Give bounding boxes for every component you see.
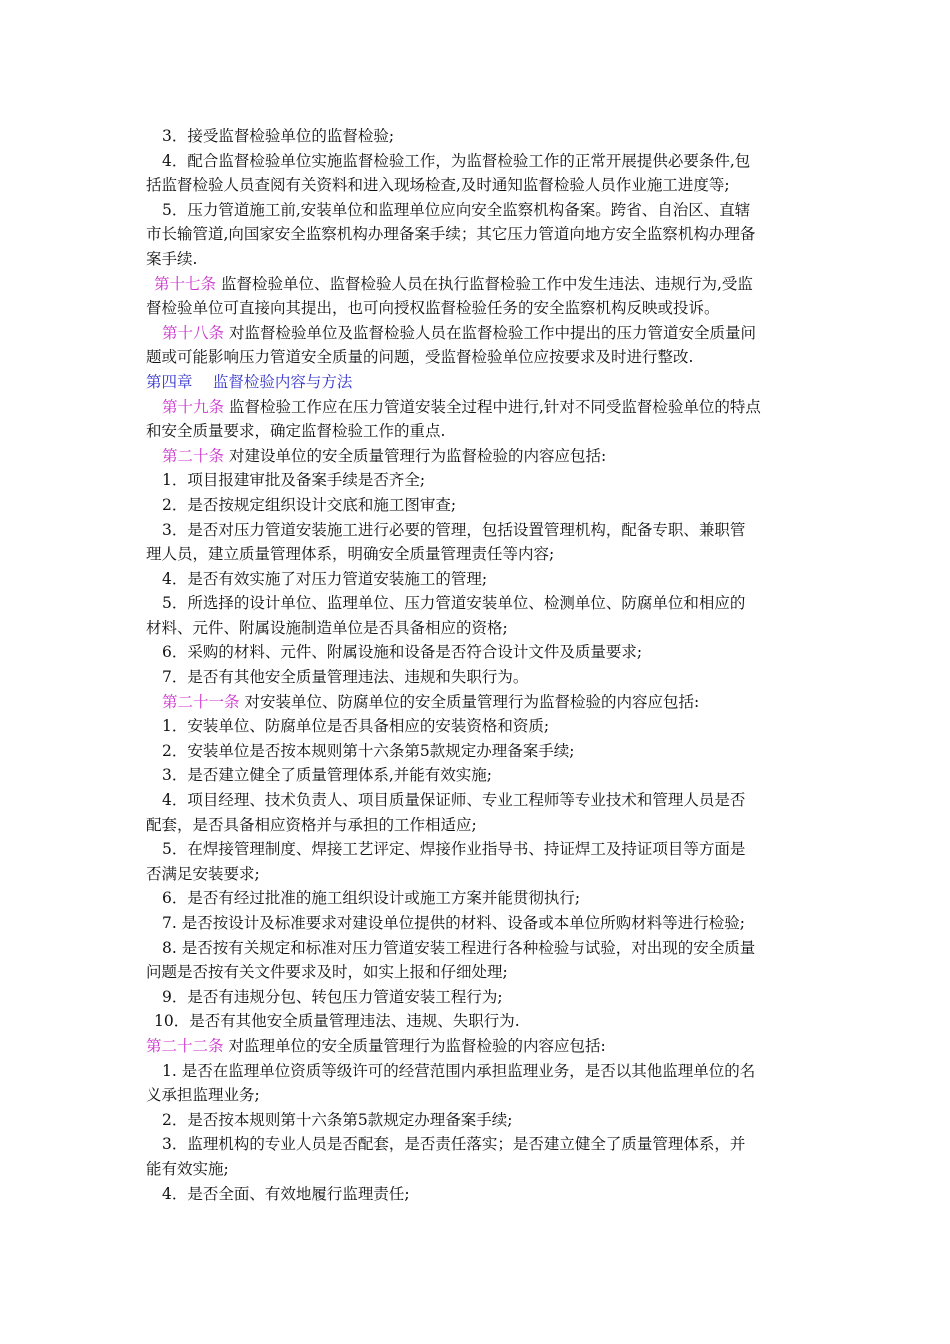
article-number: 第十八条 bbox=[162, 323, 225, 342]
text-line bbox=[146, 862, 810, 887]
text-line bbox=[146, 321, 810, 346]
line-text: 对建设单位的安全质量管理行为监督检验的内容应包括: bbox=[224, 446, 607, 465]
line-text: 题或可能影响压力管道安全质量的问题，受监督检验单位应按要求及时进行整改. bbox=[146, 348, 694, 367]
line-text: 5．在焊接管理制度、焊接工艺评定、焊接作业指导书、持证焊工及持证项目等方面是 bbox=[162, 840, 746, 859]
text-line bbox=[146, 886, 810, 911]
text-line bbox=[146, 444, 810, 469]
line-text: 10．是否有其他安全质量管理违法、违规、失职行为. bbox=[154, 1012, 520, 1031]
line-text: 和安全质量要求，确定监督检验工作的重点. bbox=[146, 422, 446, 441]
text-line bbox=[146, 960, 810, 985]
text-line bbox=[146, 272, 810, 297]
text-line bbox=[146, 247, 810, 272]
line-text: 市长输管道,向国家安全监察机构办理备案手续；其它压力管道向地方安全监察机构办理备 bbox=[146, 225, 756, 244]
line-text: 9．是否有违规分包、转包压力管道安装工程行为; bbox=[162, 987, 503, 1006]
text-line bbox=[146, 1182, 810, 1207]
text-line bbox=[146, 1034, 810, 1059]
text-line bbox=[146, 616, 810, 641]
line-text: 案手续. bbox=[146, 249, 198, 268]
line-text: 2．是否按本规则第十六条第5款规定办理备案手续; bbox=[162, 1110, 513, 1129]
line-text: 7. 是否按设计及标准要求对建设单位提供的材料、设备或本单位所购材料等进行检验; bbox=[162, 914, 745, 932]
line-text: 对监理单位的安全质量管理行为监督检验的内容应包括: bbox=[223, 1036, 606, 1055]
article-number: 第二十一条 bbox=[162, 692, 240, 711]
text-line bbox=[146, 813, 810, 838]
text-line bbox=[146, 198, 810, 223]
text-line bbox=[146, 542, 810, 567]
text-line bbox=[146, 936, 810, 961]
line-text: 否满足安装要求; bbox=[146, 864, 260, 883]
chapter-title: 第四章 监督检验内容与方法 bbox=[146, 372, 353, 391]
line-text: 1．项目报建审批及备案手续是否齐全; bbox=[162, 471, 426, 490]
line-text: 3．是否建立健全了质量管理体系,并能有效实施; bbox=[162, 766, 493, 785]
text-line bbox=[146, 493, 810, 518]
article-number: 第二十条 bbox=[162, 446, 225, 465]
line-text: 8. 是否按有关规定和标准对压力管道安装工程进行各种检验与试验，对出现的安全质量 bbox=[162, 938, 756, 957]
text-line bbox=[146, 739, 810, 764]
text-line bbox=[146, 1157, 810, 1182]
text-line bbox=[146, 419, 810, 444]
line-text: 5．压力管道施工前,安装单位和监理单位应向安全监察机构备案。跨省、自治区、直辖 bbox=[162, 200, 751, 219]
line-text: 监督检验单位、监督检验人员在执行监督检验工作中发生违法、违规行为,受监 bbox=[216, 274, 753, 293]
text-line bbox=[146, 124, 810, 149]
line-text: 2．是否按规定组织设计交底和施工图审查; bbox=[162, 495, 457, 514]
text-line bbox=[146, 985, 810, 1010]
line-text: 监督检验工作应在压力管道安装全过程中进行,针对不同受监督检验单位的特点 bbox=[224, 397, 761, 416]
line-text: 问题是否按有关文件要求及时，如实上报和仔细处理; bbox=[146, 963, 508, 982]
line-text: 括监督检验人员查阅有关资料和进入现场检查,及时通知监督检验人员作业施工进度等; bbox=[146, 176, 730, 195]
line-text: 督检验单位可直接向其提出，也可向授权监督检验任务的安全监察机构反映或投诉。 bbox=[146, 299, 720, 318]
line-text: 6．采购的材料、元件、附属设施和设备是否符合设计文件及质量要求; bbox=[162, 643, 643, 662]
line-text: 材料、元件、附属设施制造单位是否具备相应的资格; bbox=[146, 618, 508, 637]
text-line bbox=[146, 1083, 810, 1108]
text-line bbox=[146, 1009, 810, 1034]
text-line bbox=[146, 222, 810, 247]
line-text: 7．是否有其他安全质量管理违法、违规和失职行为。 bbox=[162, 668, 529, 687]
text-line bbox=[146, 1132, 810, 1157]
text-line bbox=[146, 837, 810, 862]
text-line bbox=[146, 714, 810, 739]
line-text: 2．安装单位是否按本规则第十六条第5款规定办理备案手续; bbox=[162, 741, 575, 760]
text-line bbox=[146, 345, 810, 370]
line-text: 4．是否全面、有效地履行监理责任; bbox=[162, 1184, 410, 1203]
text-line bbox=[146, 788, 810, 813]
text-line bbox=[146, 640, 810, 665]
line-text: 5．所选择的设计单位、监理单位、压力管道安装单位、检测单位、防腐单位和相应的 bbox=[162, 594, 746, 613]
line-text: 3．是否对压力管道安装施工进行必要的管理，包括设置管理机构，配备专职、兼职管 bbox=[162, 520, 746, 539]
text-line bbox=[146, 518, 810, 543]
line-text: 理人员，建立质量管理体系，明确安全质量管理责任等内容; bbox=[146, 545, 555, 564]
text-line bbox=[146, 1059, 810, 1084]
line-text: 6．是否有经过批准的施工组织设计或施工方案并能贯彻执行; bbox=[162, 889, 581, 908]
text-line bbox=[146, 296, 810, 321]
text-line bbox=[146, 690, 810, 715]
document-page bbox=[146, 124, 810, 1206]
line-text: 义承担监理业务; bbox=[146, 1086, 260, 1105]
line-text: 对监督检验单位及监督检验人员在监督检验工作中提出的压力管道安全质量问 bbox=[224, 323, 756, 342]
text-line bbox=[146, 911, 810, 936]
text-line bbox=[146, 763, 810, 788]
article-number: 第十九条 bbox=[162, 397, 225, 416]
line-text: 3．监理机构的专业人员是否配套，是否责任落实；是否建立健全了质量管理体系，并 bbox=[162, 1135, 746, 1154]
text-line bbox=[146, 665, 810, 690]
line-text: 4．是否有效实施了对压力管道安装施工的管理; bbox=[162, 569, 488, 588]
line-text: 3．接受监督检验单位的监督检验; bbox=[162, 127, 395, 145]
line-text: 1. 是否在监理单位资质等级许可的经营范围内承担监理业务，是否以其他监理单位的名 bbox=[162, 1061, 756, 1080]
article-number: 第十七条 bbox=[154, 274, 217, 293]
line-text: 能有效实施; bbox=[146, 1159, 229, 1178]
text-line bbox=[146, 1108, 810, 1133]
line-text: 1．安装单位、防腐单位是否具备相应的安装资格和资质; bbox=[162, 717, 550, 736]
text-line bbox=[146, 173, 810, 198]
line-text: 配套，是否具备相应资格并与承担的工作相适应; bbox=[146, 815, 477, 834]
text-line bbox=[146, 591, 810, 616]
line-text: 4．配合监督检验单位实施监督检验工作，为监督检验工作的正常开展提供必要条件,包 bbox=[162, 151, 751, 170]
line-text: 4．项目经理、技术负责人、项目质量保证师、专业工程师等专业技术和管理人员是否 bbox=[162, 791, 746, 810]
text-line bbox=[146, 395, 810, 420]
chapter-heading bbox=[146, 370, 810, 395]
text-line bbox=[146, 149, 810, 174]
article-number: 第二十二条 bbox=[146, 1036, 224, 1055]
text-line bbox=[146, 567, 810, 592]
text-line bbox=[146, 468, 810, 493]
line-text: 对安装单位、防腐单位的安全质量管理行为监督检验的内容应包括: bbox=[239, 692, 700, 711]
